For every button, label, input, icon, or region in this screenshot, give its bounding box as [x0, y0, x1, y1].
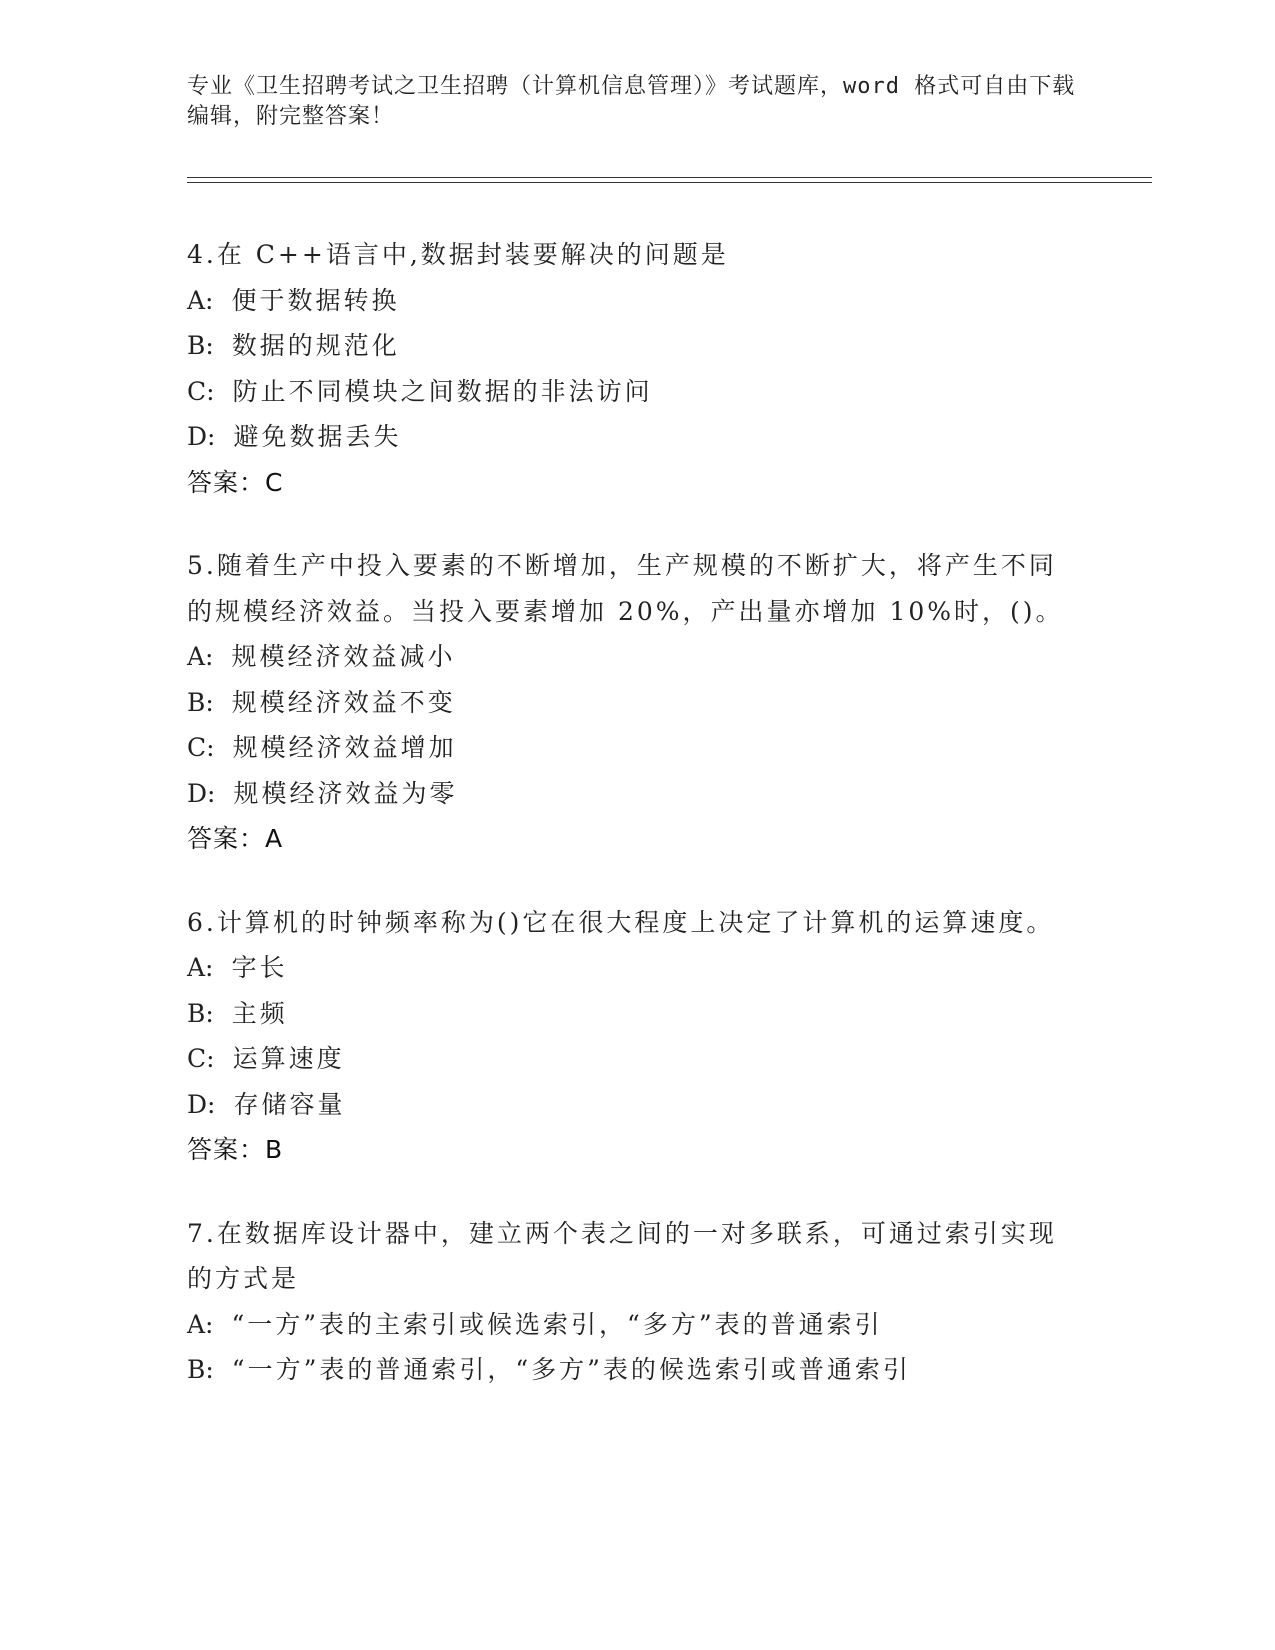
option-d: D: 存储容量 [187, 1089, 346, 1119]
question-4 [187, 232, 1067, 505]
header-divider-bottom [187, 182, 1152, 183]
option-b: B: 数据的规范化 [187, 331, 400, 360]
header-divider-top [187, 177, 1152, 178]
option-d: D: 规模经济效益为零 [187, 778, 458, 808]
option-a: A: 规模经济效益减小 [187, 642, 456, 671]
option-d: D: 避免数据丢失 [187, 422, 402, 451]
question-stem: 4.在 C++语言中,数据封装要解决的问题是 [187, 240, 729, 269]
option-a: A: “一方”表的主索引或候选索引，“多方”表的普通索引 [187, 1309, 883, 1339]
option-b: B: 主频 [187, 998, 288, 1028]
question-stem: 6.计算机的时钟频率称为()它在很大程度上决定了计算机的运算速度。 [187, 907, 1055, 937]
answer-key: 答案：B [187, 1135, 284, 1164]
option-c: C: 运算速度 [187, 1044, 345, 1073]
question-stem: 7.在数据库设计器中，建立两个表之间的一对多联系，可通过索引实现的方式是 [187, 1218, 1057, 1293]
option-c: C: 规模经济效益增加 [187, 733, 457, 762]
document-header: 专业《卫生招聘考试之卫生招聘（计算机信息管理）》考试题库，word 格式可自由下载编辑，附完整答案！ [187, 74, 1076, 129]
question-stem: 5.随着生产中投入要素的不断增加，生产规模的不断扩大，将产生不同的规模经济效益。当投入要素增加 20%，产出量亦增加 10%时，()。 [187, 551, 1064, 626]
option-b: B: 规模经济效益不变 [187, 687, 456, 717]
question-5 [187, 543, 1067, 862]
answer-key: 答案：A [187, 824, 284, 853]
option-a: A: 便于数据转换 [187, 285, 400, 315]
option-a: A: 字长 [187, 953, 288, 982]
question-7 [187, 1211, 1067, 1393]
answer-key: 答案：C [187, 467, 284, 497]
question-6 [187, 900, 1067, 1173]
question-list [187, 232, 1067, 1431]
option-b: B: “一方”表的普通索引，“多方”表的候选索引或普通索引 [187, 1355, 911, 1384]
option-c: C: 防止不同模块之间数据的非法访问 [187, 376, 653, 406]
